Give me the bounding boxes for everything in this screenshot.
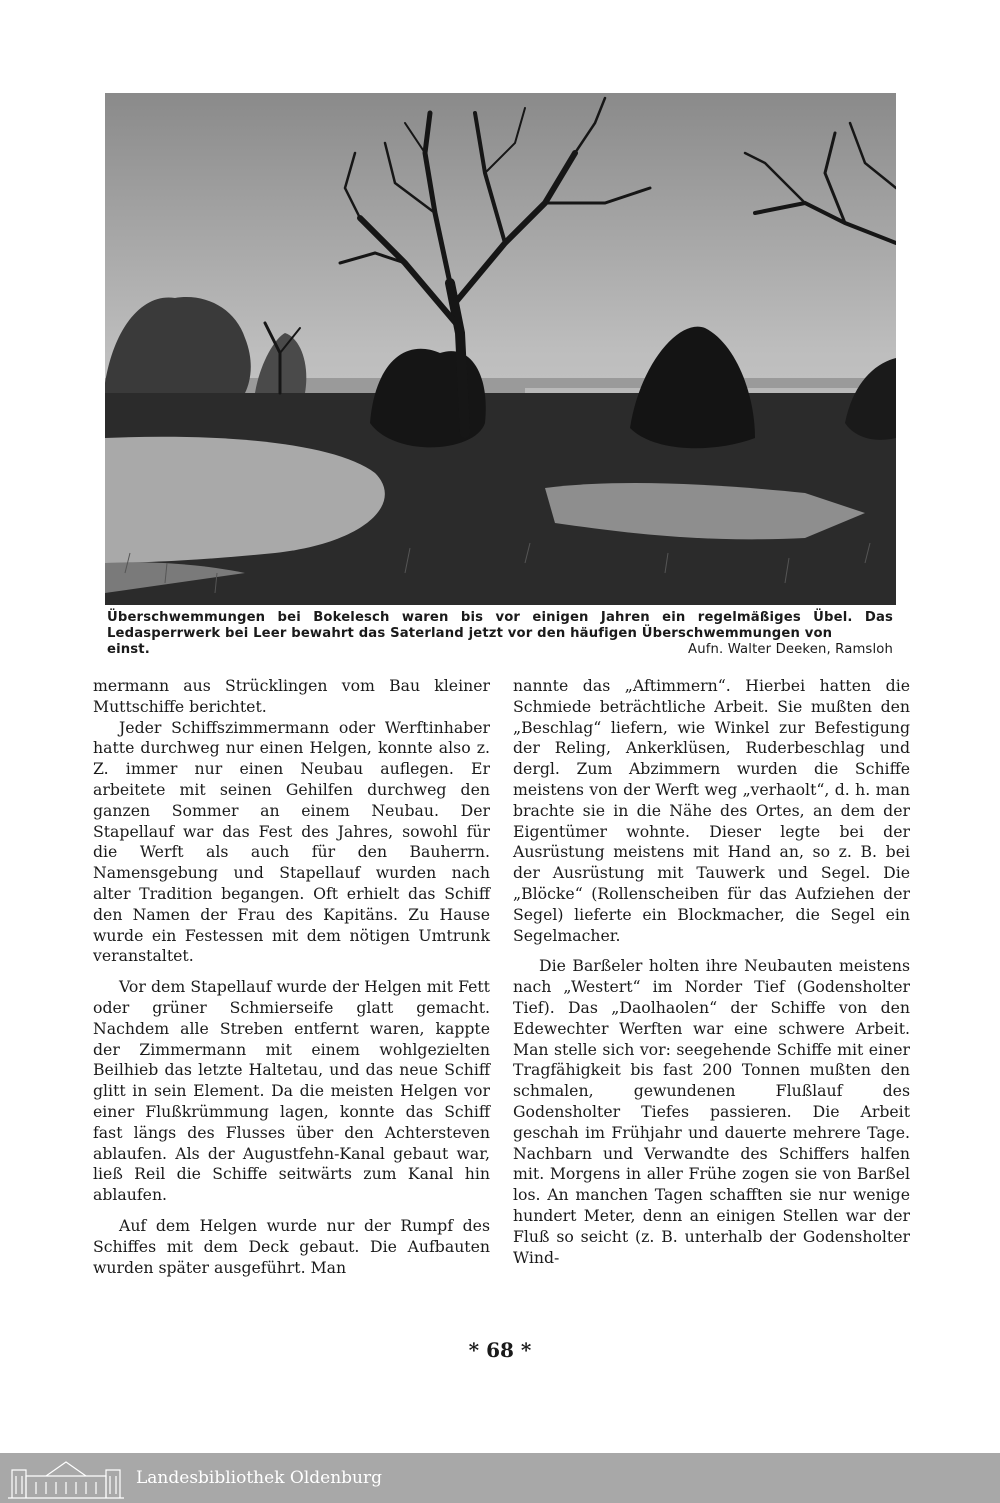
paragraph: Auf dem Helgen wurde nur der Rumpf des Schiffes mit dem Deck gebaut. Die Aufbauten wurden später ausgeführt. Man bbox=[93, 1215, 490, 1277]
text-column-left bbox=[93, 676, 490, 1278]
paragraph: Die Barßeler holten ihre Neubauten meistens nach „Westert“ im Norder Tief (Godensholter Tief). Das „Daolhaolen“ der Schiffe von den Edewechter Werften war eine schwere Arbeit. Man stelle sich vor: seegehende Schiffe mit einer Tragfähigkeit bis fast 200 Tonnen mußten den schmalen, gewundenen Flußlauf des Godensholter Tiefes passieren. Die Arbeit geschah im Frühjahr und dauerte mehrere Tage. Nachbarn und Verwandte des Schiffers halfen mit. Morgens in aller Frühe zogen sie von Barßel los. An manchen Tagen schafften sie nur wenige hundert Meter, denn an einigen Stellen war der Fluß so seicht (z. B. unterhalb der Godensholter Wind- bbox=[513, 956, 910, 1267]
photo-credit: Aufn. Walter Deeken, Ramsloh bbox=[688, 642, 893, 657]
library-name: Landesbibliothek Oldenburg bbox=[136, 1468, 383, 1488]
landscape-photo-image bbox=[105, 93, 896, 605]
page-number: * 68 * bbox=[468, 1338, 532, 1362]
caption-text-end: einst. bbox=[107, 642, 150, 657]
paragraph: nannte das „Aftimmern“. Hierbei hatten die Schmiede beträchtliche Arbeit. Sie mußten den „Beschlag“ liefern, wie Winkel zur Befestigung der Reling, Ankerklüsen, Ruderbeschlag und dergl. Zum Abzimmern wurden die Schiffe meistens von der Werft weg „verhaolt“, d. h. man brachte sie in die Nähe des Ortes, an dem der Eigentümer wohnte. Dieser legte bei der Ausrüstung meistens mit Hand an, so z. B. bei der Ausrüstung mit Tauwerk und Segel. Die „Blöcke“ (Rollenscheiben für das Aufziehen der Segel) lieferte ein Blockmacher, die Segel ein Segelmacher. bbox=[513, 676, 910, 945]
text-column-right bbox=[513, 676, 910, 1268]
flooded-landscape-photo bbox=[105, 93, 896, 605]
paragraph: Vor dem Stapellauf wurde der Helgen mit Fett oder grüner Schmierseife glatt gemacht. Nachdem alle Streben entfernt waren, kappte der Zimmermann mit einem wohlgezielten Beilhieb das letzte Haltetau, und das neue Schiff glitt in sein Element. Da die meisten Helgen vor einer Flußkrümmung lagen, konnte das Schiff fast längs des Flusses über den Achtersteven ablaufen. Als der Augustfehn-Kanal gebaut war, ließ Reil die Schiffe seitwärts zum Kanal hin ablaufen. bbox=[93, 977, 490, 1205]
photo-caption bbox=[107, 610, 893, 658]
library-building-logo-icon bbox=[6, 1456, 126, 1500]
caption-last-line bbox=[107, 642, 893, 658]
paragraph: mermann aus Strücklingen vom Bau kleiner Muttschiffe berichtet. bbox=[93, 676, 490, 716]
caption-text: Überschwemmungen bei Bokelesch waren bis vor einigen Jahren ein regelmäßiges Übel. Das Ledasperrwerk bei Leer bewahrt das Saterland jetzt vor den häufigen Überschwemmungen von bbox=[107, 610, 893, 641]
paragraph: Jeder Schiffszimmermann oder Werftinhaber hatte durchweg nur einen Helgen, konnte also z. Z. immer nur einen Neubau auflegen. Er arbeitete mit seinen Gehilfen durchweg den ganzen Sommer an einem Neubau. Der Stapellauf war das Fest des Jahres, sowohl für die Werft als auch für den Bauherrn. Namensgebung und Stapellauf wurden nach alter Tradition begangen. Oft erhielt das Schiff den Namen der Frau des Kapitäns. Zu Hause wurde ein Festessen mit dem nötigen Umtrunk veranstaltet. bbox=[93, 717, 490, 966]
library-footer-bar bbox=[0, 1453, 1000, 1503]
